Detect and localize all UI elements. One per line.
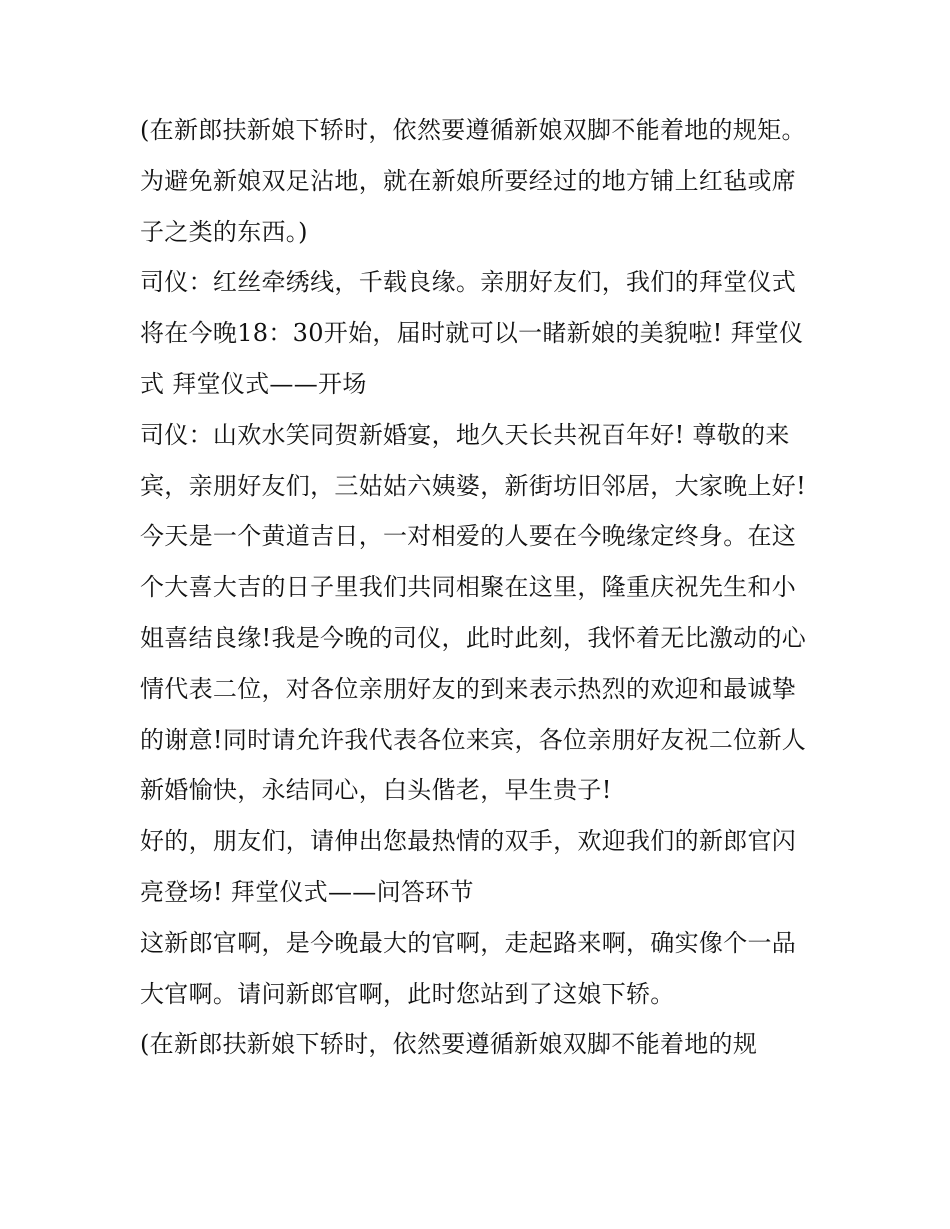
paragraph-4: 今天是一个黄道吉日，一对相爱的人要在今晚缘定终身。在这个大喜大吉的日子里我们共同相聚在这里，隆重庆祝先生和小姐喜结良缘!我是今晚的司仪，此时此刻，我怀着无比激动的心情代表二位，对各位亲朋好友的到来表示热烈的欢迎和最诚挚的谢意!同时请允许我代表各位来宾，各位亲朋好友祝二位新人新婚愉快，永结同心，白头偕老，早生贵子! xyxy=(140,522,807,805)
document-body xyxy=(140,105,820,1070)
paragraph-3: 司仪：山欢水笑同贺新婚宴，地久天长共祝百年好! 尊敬的来宾，亲朋好友们，三姑姑六姨婆，新街坊旧邻居，大家晚上好! xyxy=(140,420,807,500)
paragraph-5: 好的，朋友们，请伸出您最热情的双手，欢迎我们的新郎官闪亮登场! 拜堂仪式——问答环节 xyxy=(140,827,797,906)
paragraph-2: 司仪：红丝牵绣线，千载良缘。亲朋好友们，我们的拜堂仪式将在今晚18：30开始，届时就可以一睹新娘的美貌啦! 拜堂仪式 拜堂仪式——开场 xyxy=(140,268,804,398)
paragraph-1: (在新郎扶新娘下轿时，依然要遵循新娘双脚不能着地的规矩。为避免新娘双足沾地，就在新娘所要经过的地方铺上红毡或席子之类的东西。) xyxy=(140,116,806,246)
paragraph-6: 这新郎官啊，是今晚最大的官啊，走起路来啊，确实像个一品大官啊。请问新郎官啊，此时您站到了这娘下轿。 xyxy=(140,928,797,1008)
paragraph-7: (在新郎扶新娘下轿时，依然要遵循新娘双脚不能着地的规 xyxy=(140,1030,758,1059)
